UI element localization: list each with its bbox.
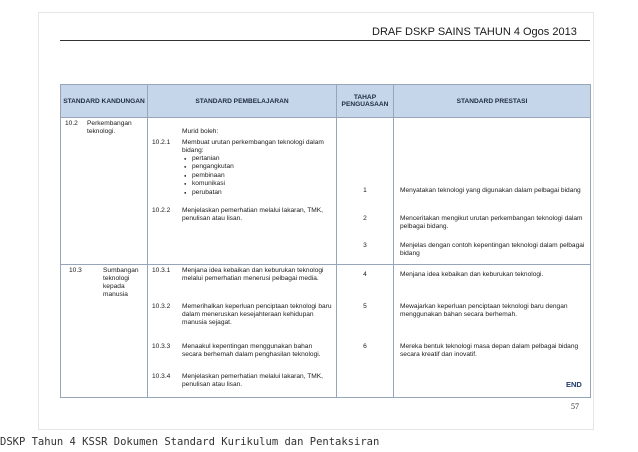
sp-code: 10.3.3	[152, 343, 171, 350]
tp-level: 2	[363, 215, 367, 222]
prestasi-text: Mereka bentuk teknologi masa depan dalam pelbagai bidang secara kreatif dan inovatif.	[400, 343, 579, 358]
sp-text: Menjelaskan pemerhatian melalui lakaran, TMK, penulisan atau lisan.	[182, 373, 323, 388]
sp-text: Memerihalkan keperluan penciptaan teknologi baru dalam meneruskan kesejahteraan kehidupan manusia sejagat.	[182, 303, 332, 326]
standards-table	[60, 84, 591, 398]
list-item: ● perubatan	[184, 189, 332, 197]
list-item: ● pengangkutan	[184, 163, 332, 171]
tp-cell-3	[337, 238, 394, 265]
tp-level: 6	[363, 343, 367, 350]
sp-code: 10.3.4	[152, 373, 171, 380]
page-number: 57	[571, 402, 579, 411]
sp-text: Menaakul kepentingan menggunakan bahan secara berhemah dalam penghasilan teknologi.	[182, 343, 321, 358]
list-item: ● pertanian	[184, 155, 332, 163]
sk-cell-10-2	[61, 118, 148, 239]
sk-title: Sumbangan teknologi kepada manusia	[103, 267, 139, 298]
sp-cell-10-3	[148, 265, 337, 398]
table-header-row	[61, 85, 591, 118]
prestasi-text: Menjana idea kebaikan dan keburukan teknologi.	[400, 271, 544, 278]
sk-code: 10.3	[69, 267, 82, 274]
tp-level: 1	[363, 187, 367, 194]
sp-text: Menjana idea kebaikan dan keburukan teknologi melalui pemerhatian menerusi pelbagai media.	[182, 267, 324, 282]
list-item: ● pembinaan	[184, 172, 332, 180]
tp-level: 5	[363, 303, 367, 310]
tp-level: 3	[363, 242, 367, 249]
end-label: END	[566, 380, 582, 389]
header-tahap-penguasaan: TAHAP PENGUASAAN	[337, 85, 394, 118]
table-row	[61, 118, 591, 239]
sp-code: 10.2.2	[152, 207, 171, 215]
prestasi-cell-10-3	[394, 265, 591, 398]
header-subject: SAINS TAHUN 4 Ogos 2013	[437, 26, 577, 38]
sk-code: 10.2	[65, 120, 78, 127]
sk-title: Perkembangan teknologi.	[87, 120, 132, 135]
murid-boleh: Murid boleh:	[182, 128, 219, 135]
sp-code: 10.2.1	[152, 139, 171, 146]
header-standard-prestasi: STANDARD PRESTASI	[394, 85, 591, 118]
sp-text: Membuat urutan perkembangan teknologi dalam bidang:	[182, 139, 324, 154]
bullet-list	[152, 155, 332, 197]
tp-cell-10-3	[337, 265, 394, 398]
prestasi-cell-10-2	[394, 118, 591, 239]
list-item: ● komunikasi	[184, 180, 332, 188]
document-header	[372, 26, 590, 38]
document-footer: DSKP Tahun 4 KSSR Dokumen Standard Kurikulum dan Pentaksiran	[0, 436, 380, 448]
prestasi-text: Menceritakan mengikut urutan perkembangan teknologi dalam pelbagai bidang.	[400, 215, 583, 230]
header-standard-kandungan: STANDARD KANDUNGAN	[61, 85, 148, 118]
table-row	[61, 238, 591, 265]
prestasi-text: Menjelas dengan contoh kepentingan teknologi dalam pelbagai bidang	[400, 242, 585, 257]
prestasi-cell-3	[394, 238, 591, 265]
tp-cell-10-2	[337, 118, 394, 239]
header-standard-pembelajaran: STANDARD PEMBELAJARAN	[148, 85, 337, 118]
tp-level: 4	[363, 271, 367, 278]
sp-cell-10-2	[148, 118, 337, 239]
sp-text: Menjelaskan pemerhatian melalui lakaran, TMK, penulisan atau lisan.	[182, 207, 323, 223]
prestasi-text: Menyatakan teknologi yang digunakan dalam pelbagai bidang	[400, 187, 581, 194]
header-rule	[60, 40, 590, 41]
sk-cell-10-3	[61, 265, 148, 398]
header-prefix: DRAF DSKP	[372, 26, 435, 38]
prestasi-text: Mewajarkan keperluan penciptaan teknologi baru dengan menggunakan bahan secara berhemah.	[400, 303, 568, 318]
sp-code: 10.3.2	[152, 303, 171, 310]
table-row	[61, 265, 591, 398]
sp-code: 10.3.1	[152, 267, 171, 274]
